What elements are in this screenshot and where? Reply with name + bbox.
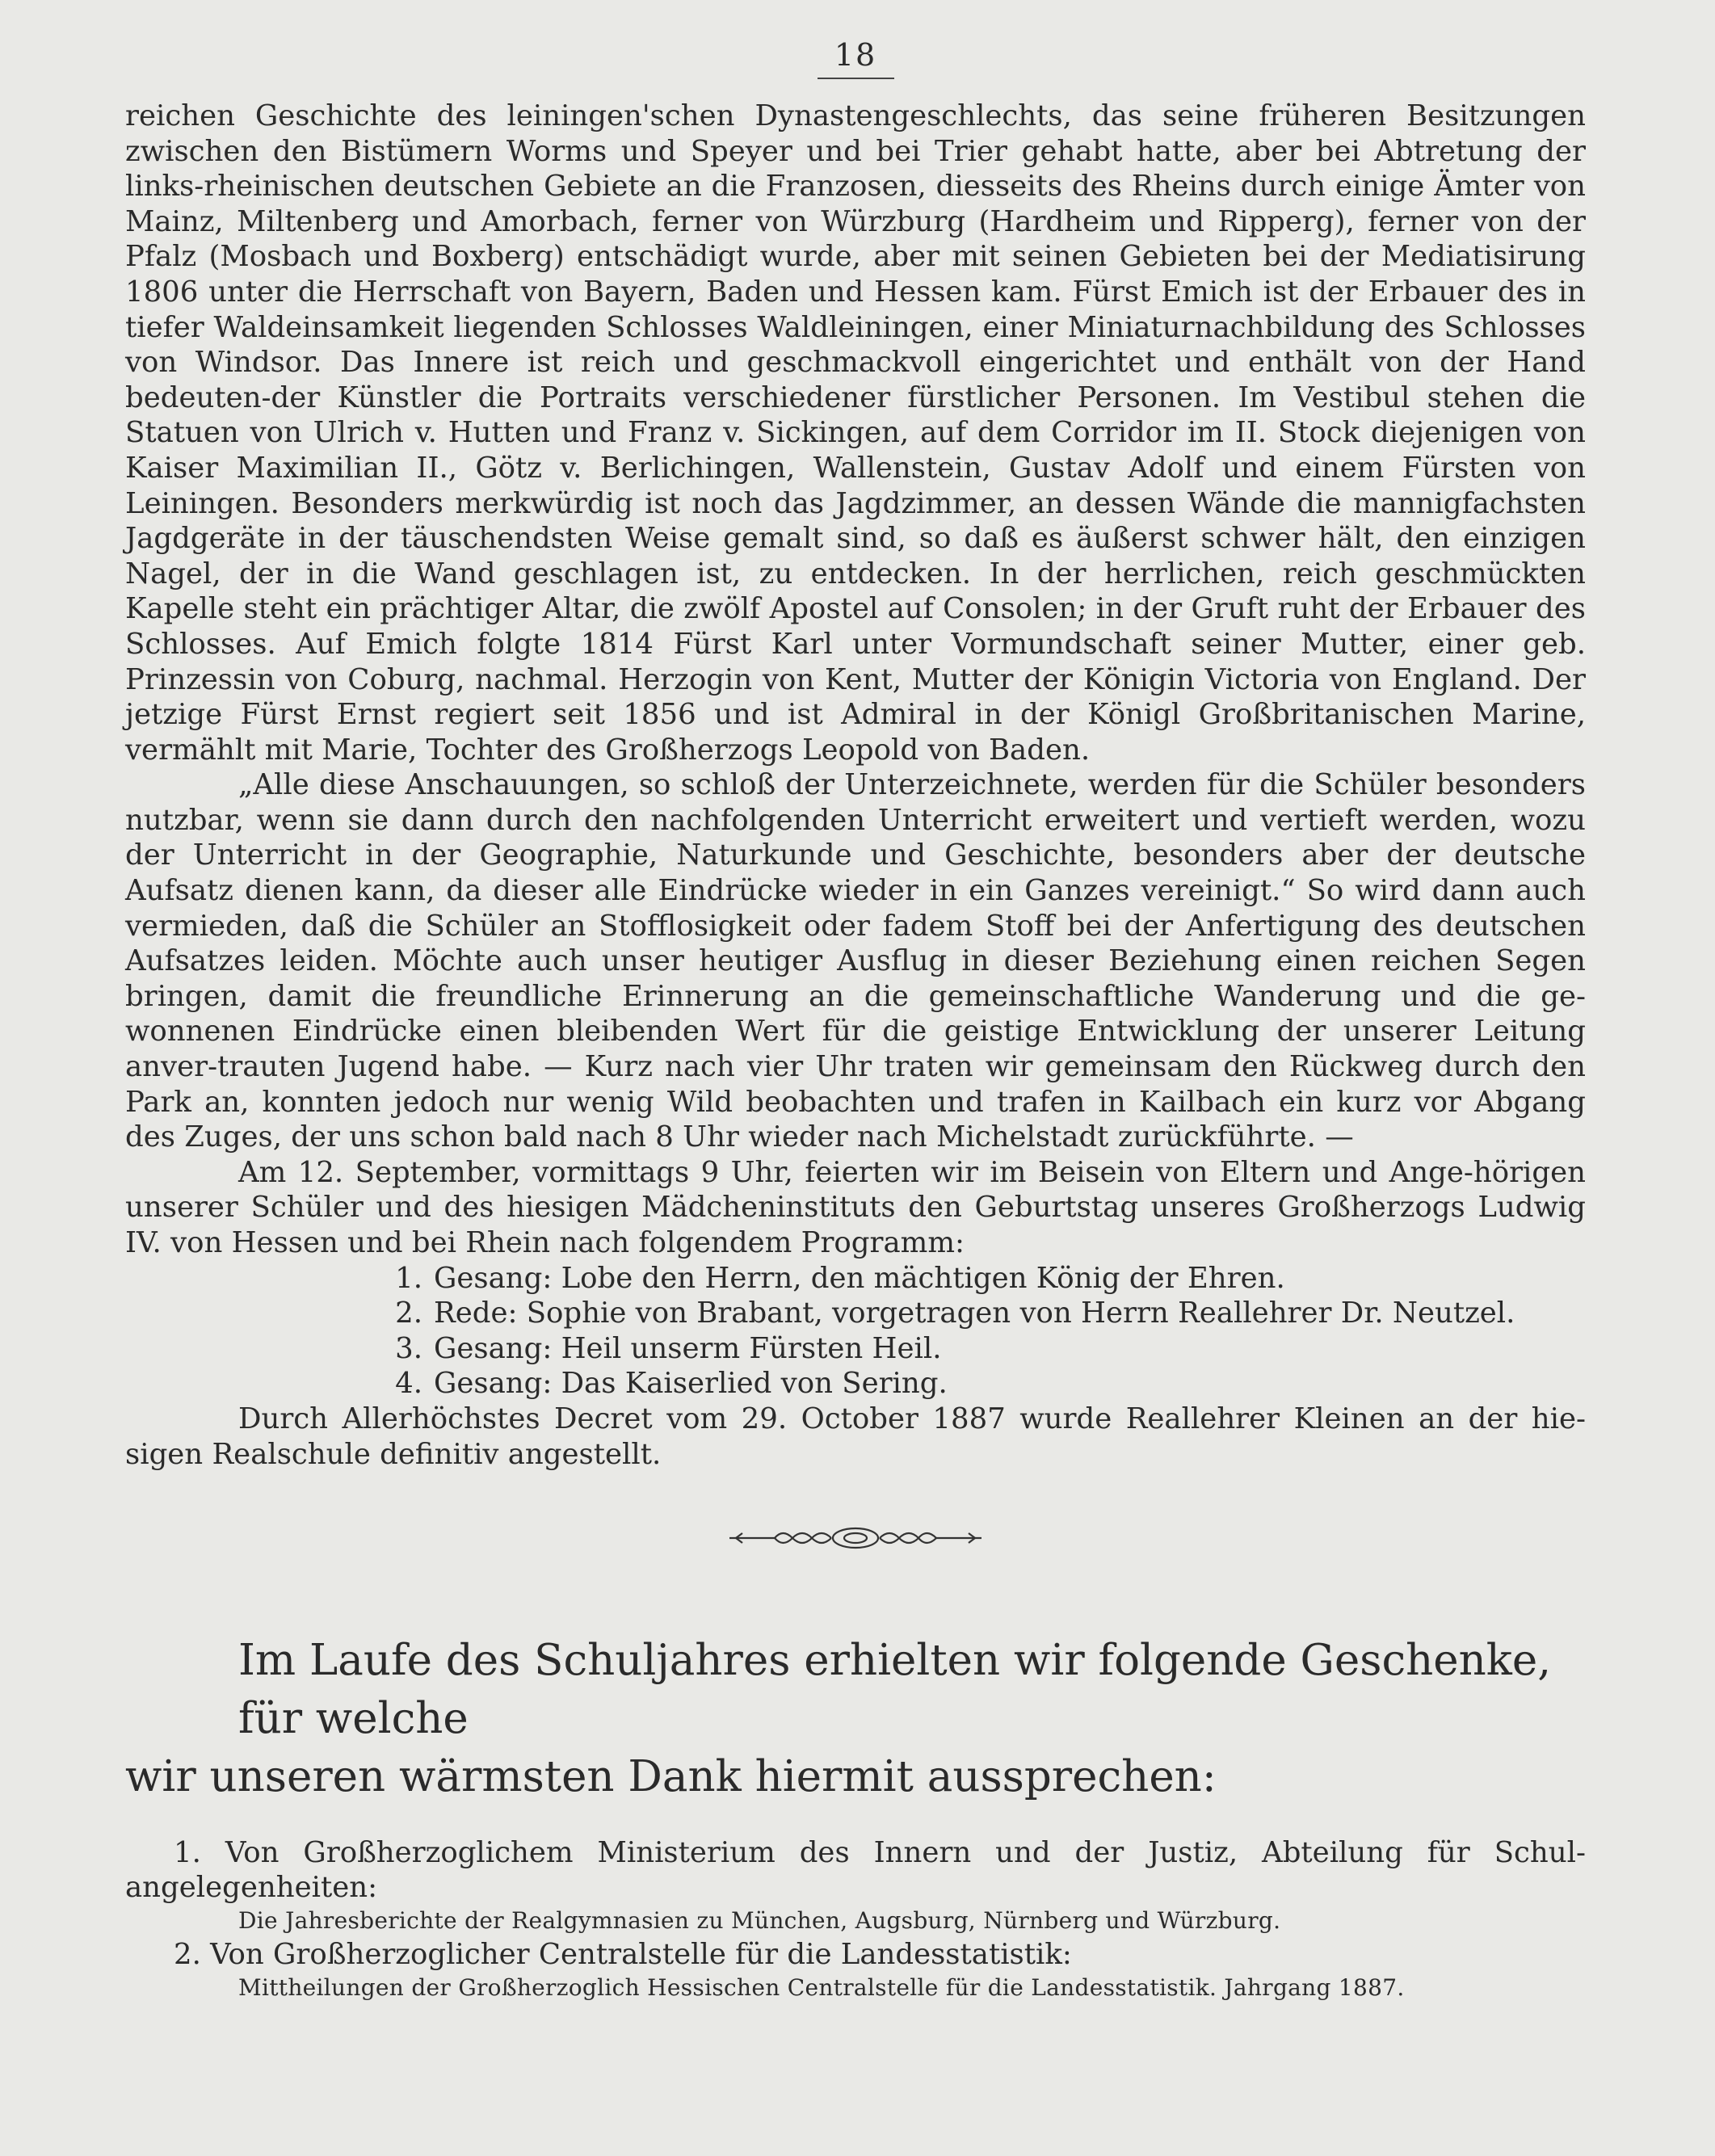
gift-item-title: 1. Von Großherzoglichem Ministerium des Innern und der Justiz, Abteilung für Schul-angelegenheiten: — [125, 1836, 1586, 1905]
gift-item-detail: Die Jahresberichte der Realgymnasien zu München, Augsburg, Nürnberg und Würzburg. — [238, 1907, 1281, 1935]
program-item-text: Gesang: Das Kaiserlied von Sering. — [434, 1367, 948, 1401]
paragraph-excursion-conclusion: „Alle diese Anschauungen, so schloß der Unterzeichnete, werden für die Schüler besonders nutzbar, wenn sie dann durch den nachfolgenden Unterricht erweitert und vertieft werden, wozu der Unterricht in der Geographie, Naturkunde und Geschichte, besonders aber der deutsche Aufsatz dienen kann, da dieser alle Eindrücke wieder in ein Ganzes vereinigt.“ So wird dann auch vermieden, daß die Schüler an Stofflosigkeit oder fadem Stoff bei der Anfertigung des deutschen Aufsatzes leiden. Möchte auch unser heutiger Ausflug in dieser Beziehung einen reichen Segen bringen, damit die freundliche Erinnerung an die gemeinschaftliche Wanderung und die ge-wonnenen Eindrücke einen bleibenden Wert für die geistige Entwicklung der unserer Leitung anver-trauten Jugend habe. — Kurz nach vier Uhr traten wir gemeinsam den Rückweg durch den Park an, konnten jedoch nur wenig Wild beobachten und trafen in Kailbach ein kurz vor Abgang des Zuges, der uns schon bald nach 8 Uhr wieder nach Michelstadt zurückführte. — — [125, 768, 1586, 1154]
program-item-number: 3. — [395, 1331, 422, 1365]
program-item-text: Rede: Sophie von Brabant, vorgetragen von Herrn Reallehrer Dr. Neutzel. — [434, 1297, 1515, 1330]
program-item — [384, 1366, 1586, 1402]
gifts-heading-line-1: Im Laufe des Schuljahres erhielten wir folgende Geschenke, für welche — [238, 1636, 1552, 1744]
page-number-rule — [818, 78, 894, 79]
ornament-flourish-icon — [726, 1522, 985, 1554]
paragraph-birthday-celebration: Am 12. September, vormittags 9 Uhr, feierten wir im Beisein von Eltern und Ange-hörigen unserer Schüler und des hiesigen Mädcheninstituts den Geburtstag unseres Großherzogs Ludwig IV. von Hessen und bei Rhein nach folgendem Programm: — [125, 1155, 1586, 1259]
program-item-text: Gesang: Lobe den Herrn, den mächtigen König der Ehren. — [434, 1261, 1285, 1295]
gifts-list — [125, 1835, 1586, 2004]
gift-item-detail: Mittheilungen der Großherzoglich Hessischen Centralstelle für die Landesstatistik. Jahrgang 1887. — [238, 1974, 1405, 2002]
program-item-number: 4. — [395, 1367, 422, 1401]
page-number: 18 — [834, 37, 877, 73]
program-item — [384, 1261, 1586, 1297]
gifts-heading-line-2: wir unseren wärmsten Dank hiermit aussprechen: — [125, 1752, 1217, 1802]
program-item — [384, 1331, 1586, 1367]
program-item-number: 1. — [395, 1261, 422, 1295]
program-item — [384, 1296, 1586, 1331]
paragraph-leiningen-history: reichen Geschichte des leiningen'schen Dynastengeschlechts, das seine früheren Besitzungen zwischen den Bistümern Worms und Speyer und bei Trier gehabt hatte, aber bei Abtretung der links-rheinischen deutschen Gebiete an die Franzosen, diesseits des Rheins durch einige Ämter von Mainz, Miltenberg und Amorbach, ferner von Würzburg (Hardheim und Ripperg), ferner von der Pfalz (Mosbach und Boxberg) entschädigt wurde, aber mit seinen Gebieten bei der Mediatisirung 1806 unter die Herrschaft von Bayern, Baden und Hessen kam. Fürst Emich ist der Erbauer des in tiefer Waldeinsamkeit liegenden Schlosses Waldleiningen, einer Miniaturnachbildung des Schlosses von Windsor. Das Innere ist reich und geschmackvoll eingerichtet und enthält von der Hand bedeuten-der Künstler die Portraits verschiedener fürstlicher Personen. Im Vestibul stehen die Statuen von Ulrich v. Hutten und Franz v. Sickingen, auf dem Corridor im II. Stock diejenigen von Kaiser Maximilian II., Götz v. Berlichingen, Wallenstein, Gustav Adolf und einem Fürsten von Leiningen. Besonders merkwürdig ist noch das Jagdzimmer, an dessen Wände die mannigfachsten Jagdgeräte in der täuschendsten Weise gemalt sind, so daß es äußerst schwer hält, den einzigen Nagel, der in die Wand geschlagen ist, zu entdecken. In der herrlichen, reich geschmückten Kapelle steht ein prächtiger Altar, die zwölf Apostel auf Consolen; in der Gruft ruht der Erbauer des Schlosses. Auf Emich folgte 1814 Fürst Karl unter Vormundschaft seiner Mutter, einer geb. Prinzessin von Coburg, nachmal. Herzogin von Kent, Mutter der Königin Victoria von England. Der jetzige Fürst Ernst regiert seit 1856 und ist Admiral in der Königl Großbritanischen Marine, vermählt mit Marie, Tochter des Großherzogs Leopold von Baden. — [125, 99, 1586, 767]
paragraph-decree: Durch Allerhöchstes Decret vom 29. October 1887 wurde Reallehrer Kleinen an der hie-sigen Realschule definitiv angestellt. — [125, 1402, 1586, 1471]
gift-item-title: 2. Von Großherzoglicher Centralstelle für die Landesstatistik: — [174, 1938, 1072, 1972]
program-list — [125, 1261, 1586, 1402]
program-item-number: 2. — [395, 1297, 422, 1330]
ornament-divider — [125, 1522, 1586, 1554]
program-item-text: Gesang: Heil unserm Fürsten Heil. — [434, 1331, 942, 1365]
gifts-heading — [125, 1632, 1586, 1806]
